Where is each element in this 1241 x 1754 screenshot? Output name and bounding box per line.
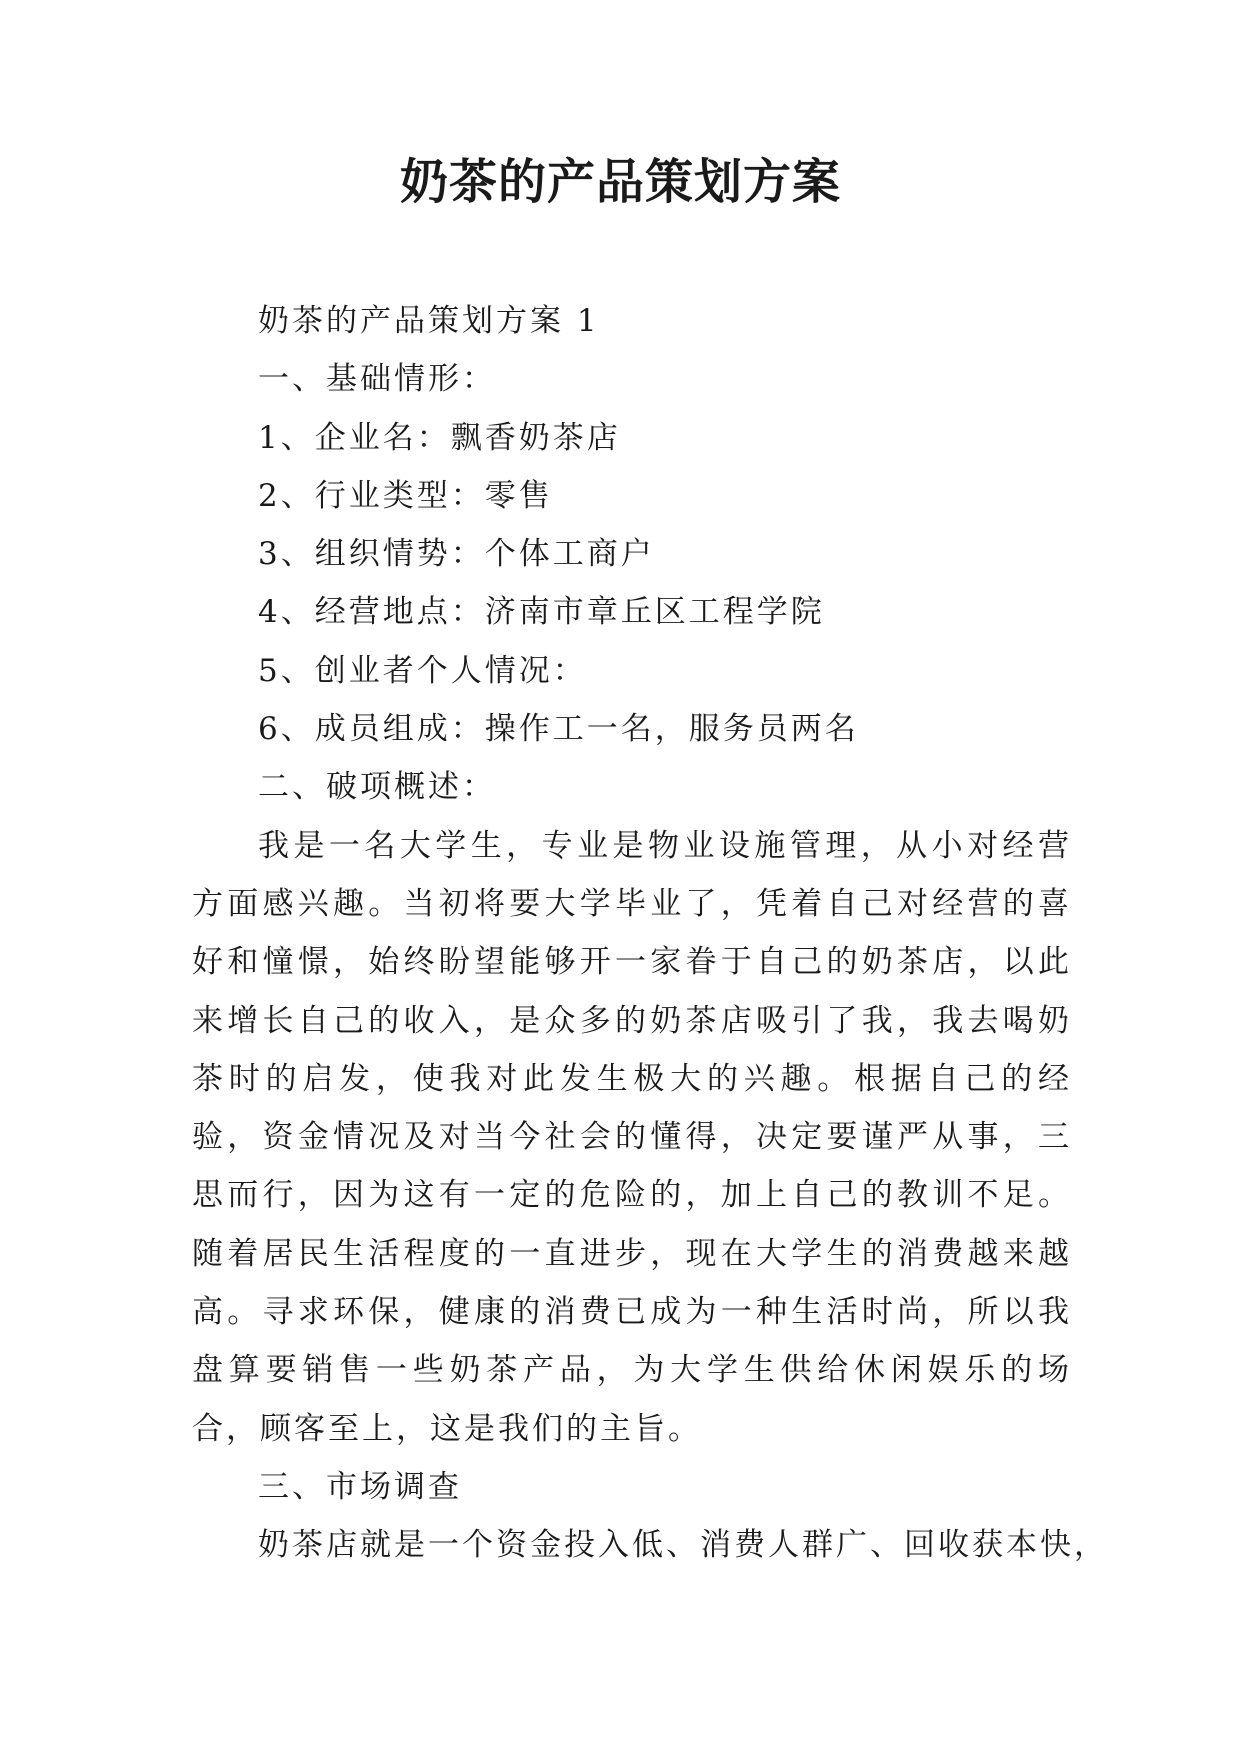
part2-paragraph: 我是一名大学生，专业是物业设施管理，从小对经营方面感兴趣。当初将要大学毕业了，凭着自己对经营的喜好和憧憬，始终盼望能够开一家眷于自己的奶茶店，以此来增长自己的收入，是众多的奶茶店吸引了我，我去喝奶茶时的启发，使我对此发生极大的兴趣。根据自己的经验，资金情况及对当今社会的懂得，决定要谨严从事，三思而行，因为这有一定的危险的，加上自己的教训不足。随着居民生活程度的一直进步，现在大学生的消费越来越高。寻求环保，健康的消费已成为一种生活时尚，所以我盘算要销售一些奶茶产品，为大学生供给休闲娱乐的场合，顾客至上，这是我们的主旨。 [192, 827, 1072, 1447]
part1-heading: 一、基础情形： [258, 361, 496, 398]
list-item-business-location: 4、经营地点：济南市章丘区工程学院 [258, 594, 825, 631]
part2-heading: 二、破项概述： [258, 769, 496, 806]
list-item-organization-form: 3、组织情势：个体工商户 [258, 536, 655, 573]
document-title: 奶茶的产品策划方案 [399, 154, 841, 210]
list-item-staff: 6、成员组成：操作工一名，服务员两名 [258, 711, 859, 748]
list-item-founder-info: 5、创业者个人情况： [258, 652, 587, 689]
list-item-industry-type: 2、行业类型：零售 [258, 477, 553, 514]
part3-paragraph: 奶茶店就是一个资金投入低、消费人群广、回收获本快， [258, 1527, 1108, 1564]
document-body [192, 292, 1108, 1575]
section-heading: 奶茶的产品策划方案 1 [258, 303, 600, 339]
part3-heading: 三、市场调查 [258, 1468, 462, 1505]
list-item-company-name: 1、企业名：飘香奶茶店 [258, 419, 621, 456]
